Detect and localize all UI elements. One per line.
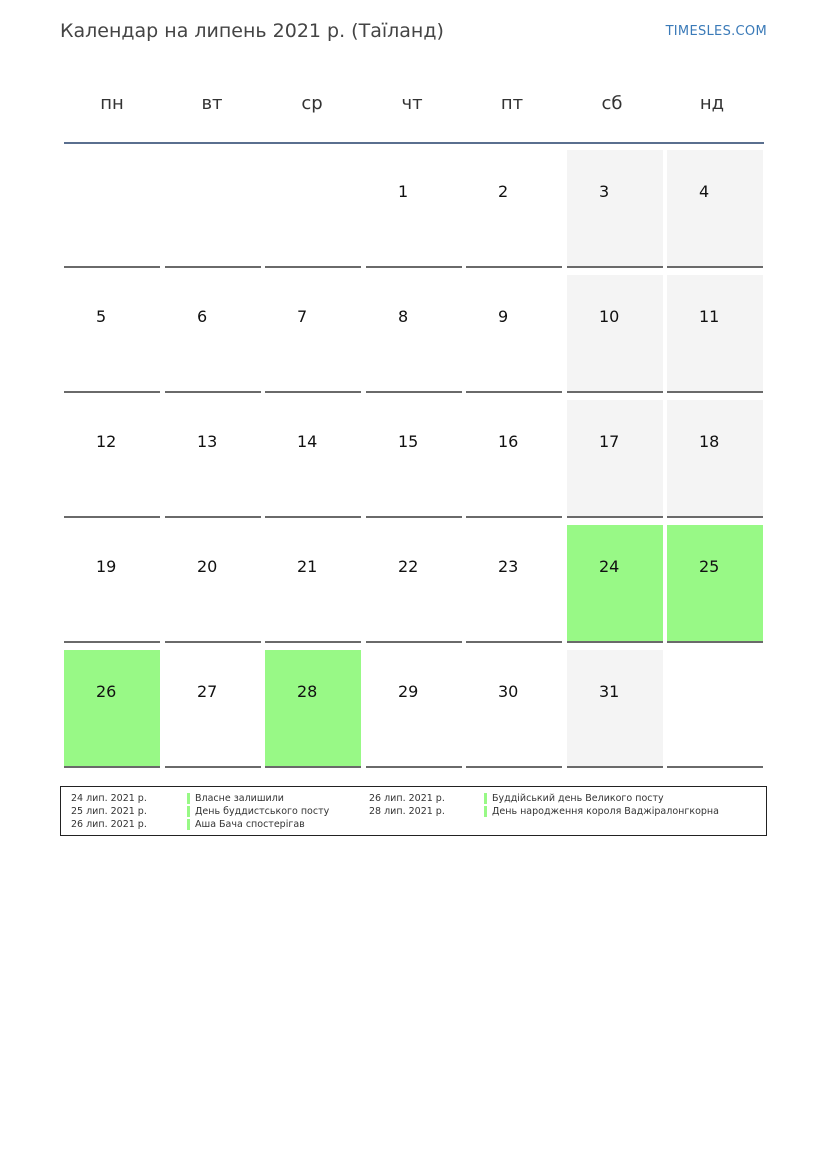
day-number: 14 <box>297 432 318 451</box>
day-number: 24 <box>599 557 620 576</box>
empty-cell <box>64 150 160 268</box>
day-number: 26 <box>96 682 117 701</box>
day-number: 5 <box>96 307 107 326</box>
empty-cell <box>667 650 763 768</box>
day-number: 30 <box>498 682 519 701</box>
legend-holiday-name: Аша Бача спостерігав <box>195 819 305 830</box>
day-cell-20 <box>165 525 261 643</box>
day-number: 1 <box>398 182 409 201</box>
legend-color-marker <box>484 806 487 817</box>
holiday-legend <box>60 786 767 836</box>
day-number: 3 <box>599 182 610 201</box>
weekday-thu: чт <box>401 93 423 114</box>
weekday-wed: ср <box>301 93 323 114</box>
day-cell-8 <box>366 275 462 393</box>
day-number: 12 <box>96 432 117 451</box>
legend-holiday-name: Буддійський день Великого посту <box>492 793 664 804</box>
legend-date: 26 лип. 2021 р. <box>369 793 445 804</box>
legend-date: 24 лип. 2021 р. <box>71 793 147 804</box>
day-cell-10 <box>567 275 663 393</box>
day-cell-13 <box>165 400 261 518</box>
day-number: 21 <box>297 557 318 576</box>
day-number: 22 <box>398 557 419 576</box>
legend-color-marker <box>484 793 487 804</box>
day-number: 11 <box>699 307 720 326</box>
day-cell-23 <box>466 525 562 643</box>
day-cell-16 <box>466 400 562 518</box>
day-cell-18 <box>667 400 763 518</box>
day-cell-24 <box>567 525 663 643</box>
day-number: 8 <box>398 307 409 326</box>
weekday-fri: пт <box>500 93 524 114</box>
day-number: 15 <box>398 432 419 451</box>
empty-cell <box>265 150 361 268</box>
page-title: Календар на липень 2021 р. (Таїланд) <box>60 20 444 42</box>
day-cell-27 <box>165 650 261 768</box>
day-cell-15 <box>366 400 462 518</box>
legend-holiday-name: Власне залишили <box>195 793 284 804</box>
day-cell-5 <box>64 275 160 393</box>
day-cell-7 <box>265 275 361 393</box>
day-number: 13 <box>197 432 218 451</box>
legend-color-marker <box>187 793 190 804</box>
day-number: 7 <box>297 307 308 326</box>
day-number: 20 <box>197 557 218 576</box>
day-cell-28 <box>265 650 361 768</box>
day-number: 16 <box>498 432 519 451</box>
day-cell-19 <box>64 525 160 643</box>
day-cell-4 <box>667 150 763 268</box>
weekday-header <box>64 82 764 126</box>
day-number: 28 <box>297 682 318 701</box>
legend-date: 28 лип. 2021 р. <box>369 806 445 817</box>
day-cell-6 <box>165 275 261 393</box>
day-number: 9 <box>498 307 509 326</box>
day-cell-26 <box>64 650 160 768</box>
day-number: 10 <box>599 307 620 326</box>
day-number: 17 <box>599 432 620 451</box>
day-number: 18 <box>699 432 720 451</box>
legend-color-marker <box>187 819 190 830</box>
day-number: 31 <box>599 682 620 701</box>
day-number: 6 <box>197 307 208 326</box>
day-cell-9 <box>466 275 562 393</box>
legend-holiday-name: День буддистського посту <box>195 806 330 817</box>
day-cell-30 <box>466 650 562 768</box>
weekday-sun: нд <box>699 93 725 114</box>
day-cell-3 <box>567 150 663 268</box>
day-cell-14 <box>265 400 361 518</box>
day-cell-29 <box>366 650 462 768</box>
legend-date: 25 лип. 2021 р. <box>71 806 147 817</box>
legend-color-marker <box>187 806 190 817</box>
day-cell-21 <box>265 525 361 643</box>
header-divider <box>64 142 764 144</box>
day-cell-2 <box>466 150 562 268</box>
day-cell-17 <box>567 400 663 518</box>
day-cell-31 <box>567 650 663 768</box>
weekday-sat: сб <box>601 93 623 114</box>
weekday-mon: пн <box>100 93 124 114</box>
legend-holiday-name: День народження короля Ваджіралонгкорна <box>492 806 719 817</box>
day-number: 4 <box>699 182 710 201</box>
day-cell-22 <box>366 525 462 643</box>
day-number: 2 <box>498 182 509 201</box>
day-cell-1 <box>366 150 462 268</box>
empty-cell <box>165 150 261 268</box>
legend-date: 26 лип. 2021 р. <box>71 819 147 830</box>
day-number: 25 <box>699 557 720 576</box>
day-cell-12 <box>64 400 160 518</box>
weekday-tue: вт <box>201 93 223 114</box>
day-number: 23 <box>498 557 519 576</box>
day-number: 29 <box>398 682 419 701</box>
day-cell-25 <box>667 525 763 643</box>
day-number: 19 <box>96 557 117 576</box>
site-link[interactable]: TIMESLES.COM <box>665 24 767 39</box>
day-cell-11 <box>667 275 763 393</box>
day-number: 27 <box>197 682 218 701</box>
